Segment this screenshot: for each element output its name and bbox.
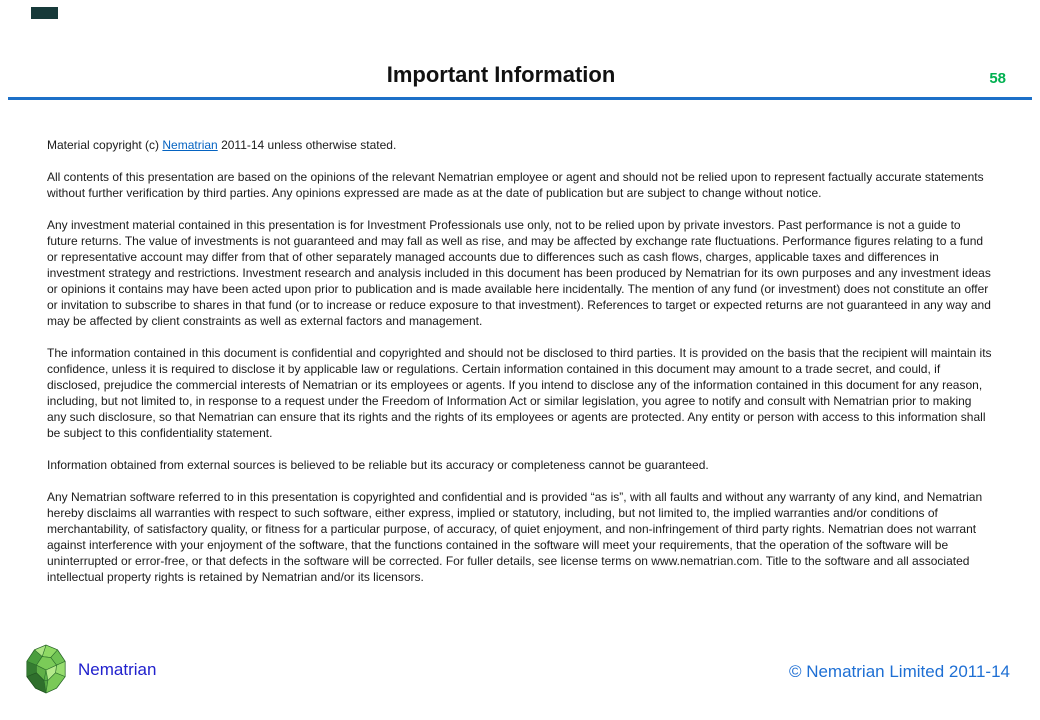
nematrian-logo-icon <box>25 644 67 694</box>
copyright-line-prefix: Material copyright (c) <box>47 138 163 152</box>
page-title: Important Information <box>386 62 616 87</box>
brand-name: Nematrian <box>78 660 157 679</box>
footer-copyright: © Nematrian Limited 2011-14 <box>788 662 1010 681</box>
disclaimer-body <box>47 137 993 601</box>
title-divider <box>8 97 1032 100</box>
disclaimer-paragraph-confidentiality: The information contained in this document is confidential and copyrighted and should not be disclosed to third parties. It is provided on the basis that the recipient will maintain its confidence, unless it is required to disclose it by applicable law or regulations. Certain information contained in this document may amount to a trade secret, and could, if disclosed, prejudice the commercial interests of Nematrian or its employees or agents. If you intend to disclose any of the information contained in this document for any reason, including, but not limited to, in response to a request under the Freedom of Information Act or similar legislation, you agree to notify and consult with Nematrian prior to making any such disclosure, so that Nematrian can ensure that its rights and the rights of its employees or agents are protected. Any entity or person with access to this information shall be subject to this confidentiality statement. <box>47 346 992 440</box>
disclaimer-paragraph-opinions: All contents of this presentation are based on the opinions of the relevant Nematrian employee or agent and should not be relied upon to represent factually accurate statements without further verification by third parties. Any opinions expressed are made as at the date of publication but are subject to change without notice. <box>47 170 984 200</box>
copyright-line <box>47 137 993 153</box>
page-number: 58 <box>989 70 1006 87</box>
disclaimer-paragraph-software: Any Nematrian software referred to in this presentation is copyrighted and confidential and is provided “as is”, with all faults and without any warranty of any kind, and Nematrian hereby disclaims all warranties with respect to such software, either express, implied or statutory, including, but not limited to, the implied warranties and/or conditions of merchantability, of satisfactory quality, or fitness for a particular purpose, of accuracy, of quiet enjoyment, and non-infringement of third party rights. Nematrian does not warrant against interference with your enjoyment of the software, that the functions contained in the software will meet your requirements, that the operation of the software will be uninterrupted or error-free, or that defects in the software will be corrected. For fuller details, see license terms on www.nematrian.com. Title to the software and all associated intellectual property rights is retained by Nematrian and/or its licensors. <box>47 490 983 584</box>
disclaimer-paragraph-external-sources: Information obtained from external sources is believed to be reliable but its accuracy or completeness cannot be guaranteed. <box>47 458 709 472</box>
nematrian-link[interactable]: Nematrian <box>162 138 218 152</box>
corner-mark <box>31 7 58 19</box>
copyright-line-suffix: 2011-14 unless otherwise stated. <box>217 138 397 152</box>
disclaimer-paragraph-investment: Any investment material contained in this presentation is for Investment Professionals use only, not to be relied upon by private investors. Past performance is not a guide to future returns. The value of investments is not guaranteed and may fall as well as rise, and may be affected by exchange rate fluctuations. Performance figures relating to a fund or representative account may differ from that of other separately managed accounts due to differences such as cash flows, charges, applicable taxes and differences in investment strategy and restrictions. Investment research and analysis included in this document has been produced by Nematrian for its own purposes and any investment ideas or opinions it contains may have been acted upon prior to publication and is made available here incidentally. The mention of any fund (or investment) does not constitute an offer or invitation to subscribe to shares in that fund (or to increase or reduce exposure to that investment). References to target or expected returns are not guaranteed in any way and may be affected by client constraints as well as external factors and management. <box>47 218 991 328</box>
